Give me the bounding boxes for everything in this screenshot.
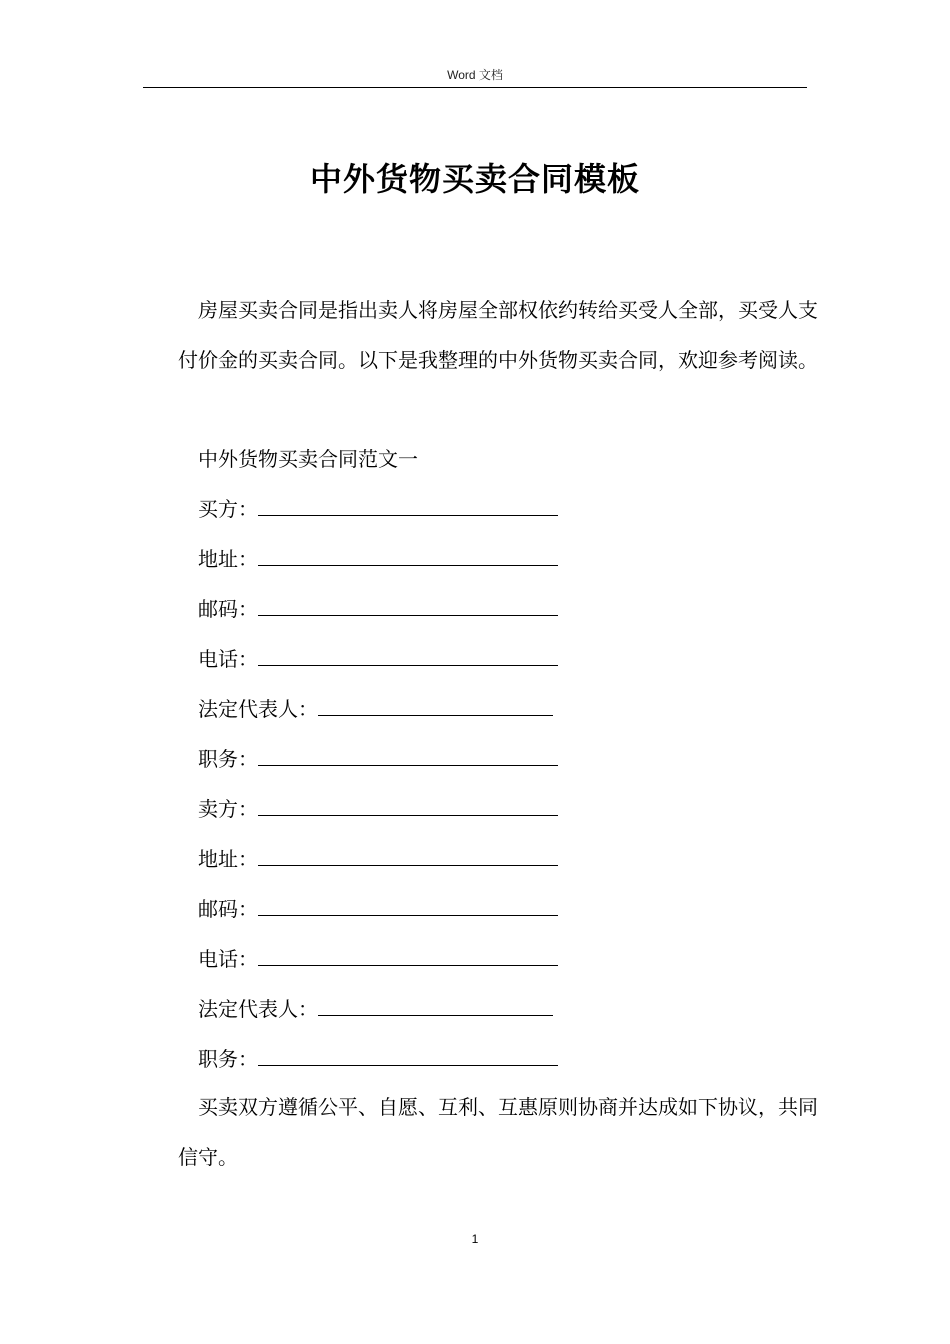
- fill-blank[interactable]: [258, 945, 558, 966]
- field-label: 电话：: [198, 647, 258, 671]
- header-label: Word 文档: [447, 68, 503, 82]
- field-label: 职务：: [198, 1047, 258, 1071]
- closing-paragraph: 买卖双方遵循公平、自愿、互利、互惠原则协商并达成如下协议，共同信守。: [178, 1095, 818, 1169]
- field-label: 卖方：: [198, 797, 258, 821]
- field-seller-phone: [198, 945, 558, 973]
- field-label: 邮码：: [198, 897, 258, 921]
- fill-blank[interactable]: [318, 695, 553, 716]
- field-label: 电话：: [198, 947, 258, 971]
- field-label: 法定代表人：: [198, 697, 318, 721]
- fill-blank[interactable]: [258, 495, 558, 516]
- fill-blank[interactable]: [258, 645, 558, 666]
- document-title: 中外货物买卖合同模板: [309, 160, 640, 198]
- fill-blank[interactable]: [258, 845, 558, 866]
- field-label: 职务：: [198, 747, 258, 771]
- field-label: 买方：: [198, 497, 258, 521]
- fill-blank[interactable]: [258, 595, 558, 616]
- field-buyer-legal-rep: [198, 695, 553, 723]
- field-label: 法定代表人：: [198, 997, 318, 1021]
- field-label: 邮码：: [198, 597, 258, 621]
- page-number: 1: [471, 1232, 479, 1246]
- field-buyer-address: [198, 545, 558, 573]
- field-label: 地址：: [198, 847, 258, 871]
- fill-blank[interactable]: [258, 795, 558, 816]
- field-seller-legal-rep: [198, 995, 553, 1023]
- header-divider: [143, 87, 807, 88]
- field-buyer-postcode: [198, 595, 558, 623]
- field-buyer: [198, 495, 558, 523]
- field-label: 地址：: [198, 547, 258, 571]
- field-seller-postcode: [198, 895, 558, 923]
- field-seller-position: [198, 1045, 558, 1073]
- fill-blank[interactable]: [258, 545, 558, 566]
- intro-paragraph: 房屋买卖合同是指出卖人将房屋全部权依约转给买受人全部，买受人支付价金的买卖合同。以下是我整理的中外货物买卖合同，欢迎参考阅读。: [178, 298, 818, 372]
- section-heading: 中外货物买卖合同范文一: [198, 447, 418, 471]
- field-seller: [198, 795, 558, 823]
- fill-blank[interactable]: [258, 745, 558, 766]
- field-buyer-phone: [198, 645, 558, 673]
- fill-blank[interactable]: [258, 1045, 558, 1066]
- fill-blank[interactable]: [258, 895, 558, 916]
- field-buyer-position: [198, 745, 558, 773]
- fill-blank[interactable]: [318, 995, 553, 1016]
- field-seller-address: [198, 845, 558, 873]
